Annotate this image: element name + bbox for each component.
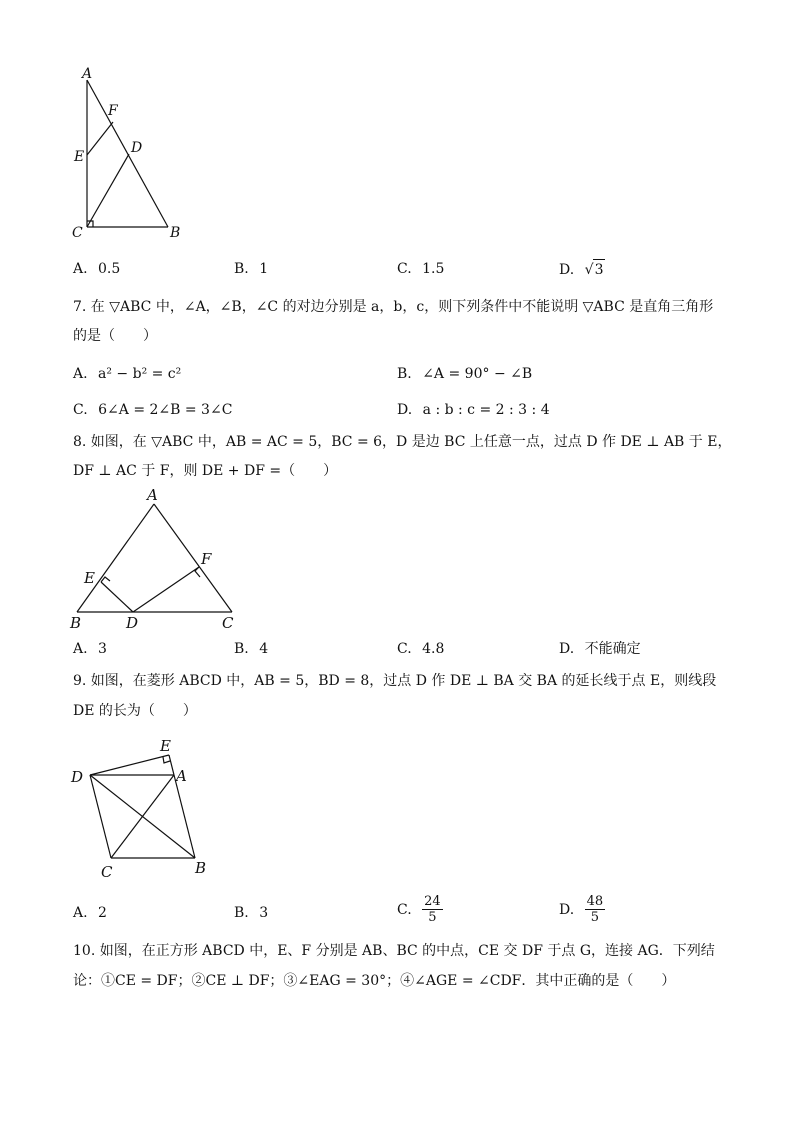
option-text: 4 [259,641,269,657]
option-text: 不能确定 [584,641,641,657]
q7-option-d[interactable] [397,400,550,420]
q9-option-b[interactable] [234,903,268,923]
fig8-label-a: A [147,486,158,504]
option-label: C. [397,901,412,918]
option-label: B. [397,366,412,382]
figure-q8 [66,484,246,634]
q9-option-c[interactable] [397,894,443,925]
fraction [422,894,443,925]
option-text: 4.8 [422,641,445,657]
option-label: D. [559,641,575,657]
option-label: A. [73,261,88,277]
q7-option-c[interactable] [73,400,232,420]
fig8-label-d: D [126,614,139,632]
q10-stem-line2: 论：①CE = DF；②CE ⊥ DF；③∠EAG = 30°；④∠AGE = ∠CDF．其中正确的是（ ） [73,973,676,989]
option-label: D. [559,262,575,278]
fig1-label-a: A [82,66,93,82]
q6-option-d[interactable] [559,259,605,280]
fraction-numerator: 24 [424,894,441,909]
fraction-denominator: 5 [590,910,600,925]
option-label: B. [234,905,249,921]
q8-option-d[interactable] [559,639,641,659]
option-text: 1.5 [422,261,445,277]
option-label: B. [234,641,249,657]
option-label: C. [397,641,412,657]
fig9-label-c: C [101,863,113,881]
fig1-label-c: C [72,225,83,241]
option-text: ∠A = 90° − ∠B [422,366,533,382]
option-label: B. [234,261,249,277]
fig8-label-c: C [222,614,234,632]
option-text: 3 [98,641,107,657]
fig8-label-b: B [70,614,82,632]
fraction [585,894,606,925]
fraction-denominator: 5 [428,910,437,925]
fig9-label-a: A [176,767,187,785]
fig1-label-b: B [170,225,181,241]
option-label: A. [73,905,88,921]
fig8-label-e: E [84,569,95,587]
fig8-label-f: F [201,550,212,568]
fraction-numerator: 48 [586,894,604,909]
fig9-label-d: D [71,768,84,786]
q8-stem-line1: 8. 如图，在 ▽ABC 中，AB = AC = 5，BC = 6，D 是边 BC 上任意一点，过点 D 作 DE ⊥ AB 于 E， [73,434,732,450]
q7-stem-line1: 7. 在 ▽ABC 中，∠A，∠B，∠C 的对边分别是 a，b，c，则下列条件中不能说明 ▽ABC 是直角三角形 [73,299,714,315]
figure-q6 [66,64,196,244]
option-text: 0.5 [98,261,121,277]
q6-option-a[interactable] [73,259,120,279]
q8-option-b[interactable] [234,639,268,659]
fig1-label-d: D [131,140,143,156]
fig1-label-f: F [108,103,118,119]
option-text: 3 [259,905,269,921]
fig9-label-b: B [195,859,207,877]
q10-stem-line1: 10. 如图，在正方形 ABCD 中，E、F 分别是 AB、BC 的中点，CE 交 DF 于点 G，连接 AG．下列结 [73,943,715,959]
option-text: 2 [98,905,107,921]
q9-option-d[interactable] [559,894,605,925]
q7-option-a[interactable] [73,364,181,384]
option-label: A. [73,366,88,382]
q8-option-c[interactable] [397,639,444,659]
option-label: C. [73,402,88,418]
option-text: a² − b² = c² [98,366,182,382]
q9-option-a[interactable] [73,903,107,923]
q8-stem-line2: DF ⊥ AC 于 F，则 DE + DF =（ ） [73,463,338,479]
option-label: A. [73,641,88,657]
fig9-label-e: E [160,737,171,755]
option-text: 6∠A = 2∠B = 3∠C [98,402,233,418]
q9-stem-line1: 9. 如图，在菱形 ABCD 中，AB = 5，BD = 8，过点 D 作 DE ⊥ BA 交 BA 的延长线于点 E，则线段 [73,673,717,689]
option-label: C. [397,261,412,277]
option-label: D. [397,402,413,418]
option-text: a : b : c = 2 : 3 : 4 [422,402,550,418]
option-text: 3 [593,259,606,280]
option-label: D. [559,901,575,918]
figure-q9 [66,733,226,883]
q8-option-a[interactable] [73,639,107,659]
sqrt-sign: √ [584,262,594,278]
q6-option-b[interactable] [234,259,268,279]
q6-option-c[interactable] [397,259,444,279]
option-text: 1 [259,261,269,277]
q9-stem-line2: DE 的长为（ ） [73,703,197,719]
q7-stem-line2: 的是（ ） [73,328,157,344]
fig1-label-e: E [74,149,85,165]
q7-option-b[interactable] [397,364,532,384]
